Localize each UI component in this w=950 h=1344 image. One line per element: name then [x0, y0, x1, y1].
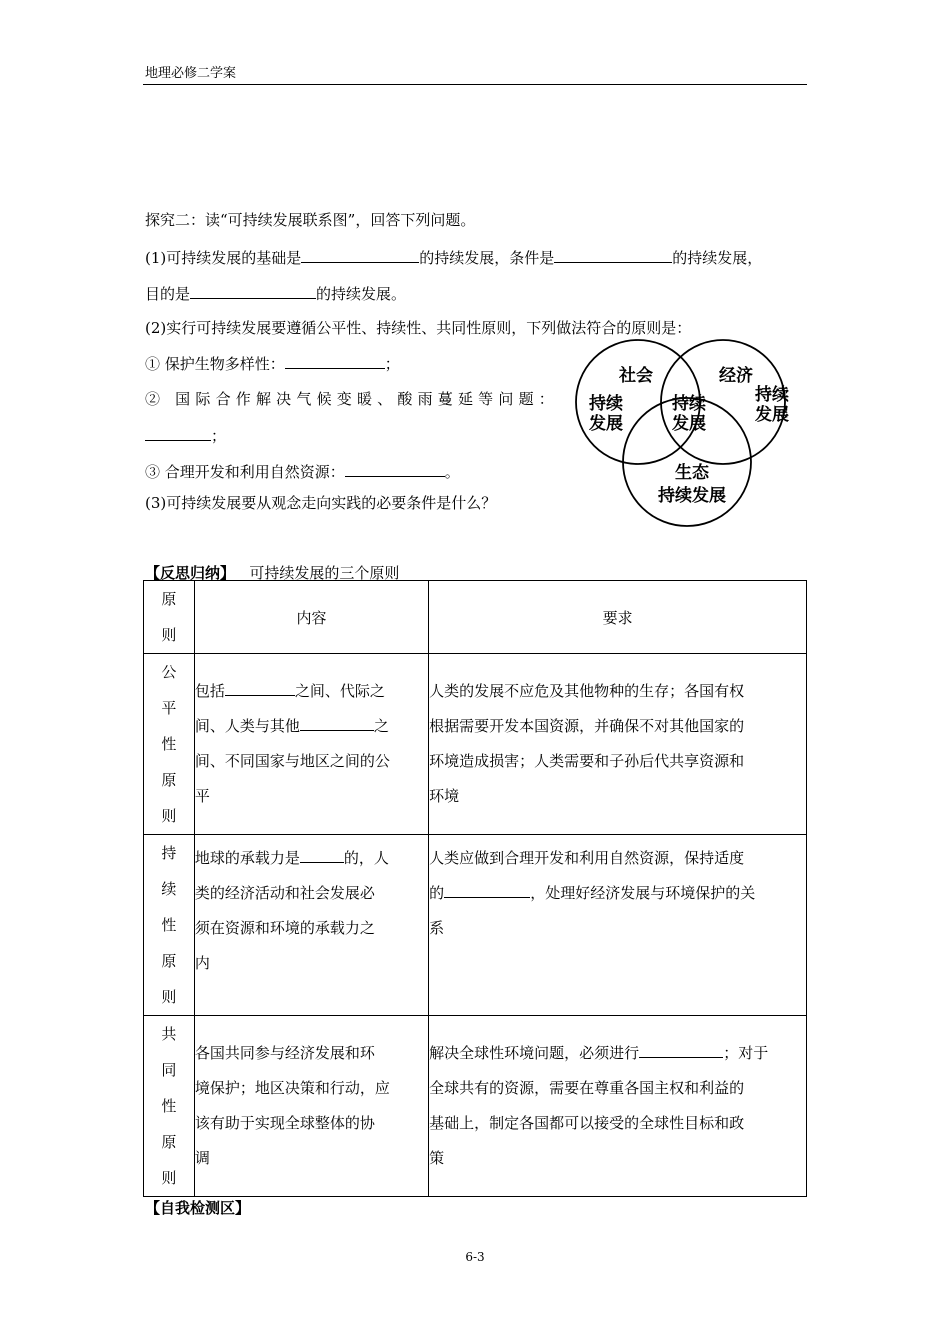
sustainability-content: 地球的承载力是 的，人 类的经济活动和社会发展必 须在资源和环境的承载力之 内 — [194, 835, 428, 1016]
commonality-requirement: 解决全球性环境问题，必须进行 ；对于 全球共有的资源，需要在尊重各国主权和利益的 基础上，制定各国都可以接受的全球性目标和政 策 — [429, 1016, 807, 1197]
fairness-content: 包括 之间、代际之 间、人类与其他 之 间、不同国家与地区之间的公 平 — [194, 654, 428, 835]
header-divider — [143, 84, 807, 85]
venn-label-society-sub2: 发展 — [589, 414, 623, 434]
q1-blank-condition[interactable] — [554, 246, 672, 263]
header-requirement: 要求 — [429, 581, 807, 654]
page-number: 6-3 — [465, 1250, 485, 1264]
question-3-text: (3)可持续发展要从观念走向实践的必要条件是什么？ — [145, 494, 497, 512]
table-row-commonality — [144, 1016, 807, 1197]
header-principle: 原 则 — [144, 581, 195, 654]
q2-item1-end: ； — [384, 355, 400, 373]
fairness-requirement: 人类的发展不应危及其他物种的生存；各国有权 根据需要开发本国资源，并确保不对其他国家的 环境造成损害；人类需要和子孙后代共享资源和 环境 — [429, 654, 807, 835]
commonality-name: 共 同 性 原 则 — [144, 1016, 195, 1197]
fairness-blank-1[interactable] — [225, 679, 295, 696]
q2-item1-text: ① 保护生物多样性： — [145, 355, 285, 373]
sustainable-development-venn-diagram — [572, 335, 822, 530]
venn-label-economy: 经济 — [719, 366, 753, 386]
venn-label-ecology-sub: 持续发展 — [658, 486, 726, 506]
fairness-blank-2[interactable] — [300, 714, 374, 731]
sustainability-requirement: 人类应做到合理开发和利用自然资源，保持适度 的 ，处理好经济发展与环境保护的关 系 — [429, 835, 807, 1016]
reflection-title: 可持续发展的三个原则 — [249, 564, 400, 582]
self-check-heading: 【自我检测区】 — [145, 1199, 251, 1217]
q1-text-e: 的持续发展。 — [316, 285, 407, 303]
q2-item3-blank[interactable] — [345, 460, 445, 477]
reflection-label: 【反思归纳】 — [145, 564, 236, 582]
q2-item2-blank[interactable] — [145, 424, 211, 441]
venn-label-ecology: 生态 — [675, 463, 709, 483]
q1-text-c: 的持续发展， — [672, 249, 763, 267]
fairness-name: 公 平 性 原 则 — [144, 654, 195, 835]
venn-label-center1: 持续 — [672, 394, 706, 414]
explore2-intro: 探究二：读“可持续发展联系图”，回答下列问题。 — [145, 211, 476, 229]
venn-label-society: 社会 — [619, 366, 653, 386]
sustainability-blank-2[interactable] — [444, 881, 530, 898]
q1-text-b: 的持续发展，条件是 — [419, 249, 555, 267]
sustainability-name: 持 续 性 原 则 — [144, 835, 195, 1016]
header-content: 内容 — [194, 581, 428, 654]
question-2-item-2: ② 国际合作解决气候变暖、酸雨蔓延等问题： — [145, 390, 559, 408]
question-2-item-3 — [145, 460, 460, 482]
table-row-sustainability — [144, 835, 807, 1016]
q2-item3-end: 。 — [444, 463, 460, 481]
question-2-text: (2)实行可持续发展要遵循公平性、持续性、共同性原则，下列做法符合的原则是： — [145, 319, 692, 337]
venn-label-center2: 发展 — [672, 414, 706, 434]
commonality-content: 各国共同参与经济发展和环 境保护；地区决策和行动，应 该有助于实现全球整体的协 调 — [194, 1016, 428, 1197]
q2-item3-text: ③ 合理开发和利用自然资源： — [145, 463, 345, 481]
venn-label-economy-sub1: 持续 — [755, 385, 789, 405]
question-2-item-1 — [145, 352, 400, 374]
q1-text-a: (1)可持续发展的基础是 — [145, 249, 302, 267]
commonality-blank-1[interactable] — [639, 1041, 723, 1058]
q1-blank-purpose[interactable] — [190, 282, 316, 299]
question-1-line-2 — [145, 282, 406, 304]
question-1-line-1 — [145, 246, 762, 268]
table-row-fairness — [144, 654, 807, 835]
table-header-row — [144, 581, 807, 654]
question-2-item-2-answer — [145, 424, 226, 446]
sustainability-blank-1[interactable] — [300, 846, 344, 863]
venn-label-society-sub1: 持续 — [589, 394, 623, 414]
venn-label-economy-sub2: 发展 — [755, 405, 789, 425]
q2-item2-end: ； — [211, 427, 227, 445]
page-header-title: 地理必修二学案 — [145, 66, 237, 81]
principles-table — [143, 580, 807, 1197]
q2-item1-blank[interactable] — [285, 352, 385, 369]
q1-blank-basis[interactable] — [301, 246, 419, 263]
q1-text-d: 目的是 — [145, 285, 191, 303]
